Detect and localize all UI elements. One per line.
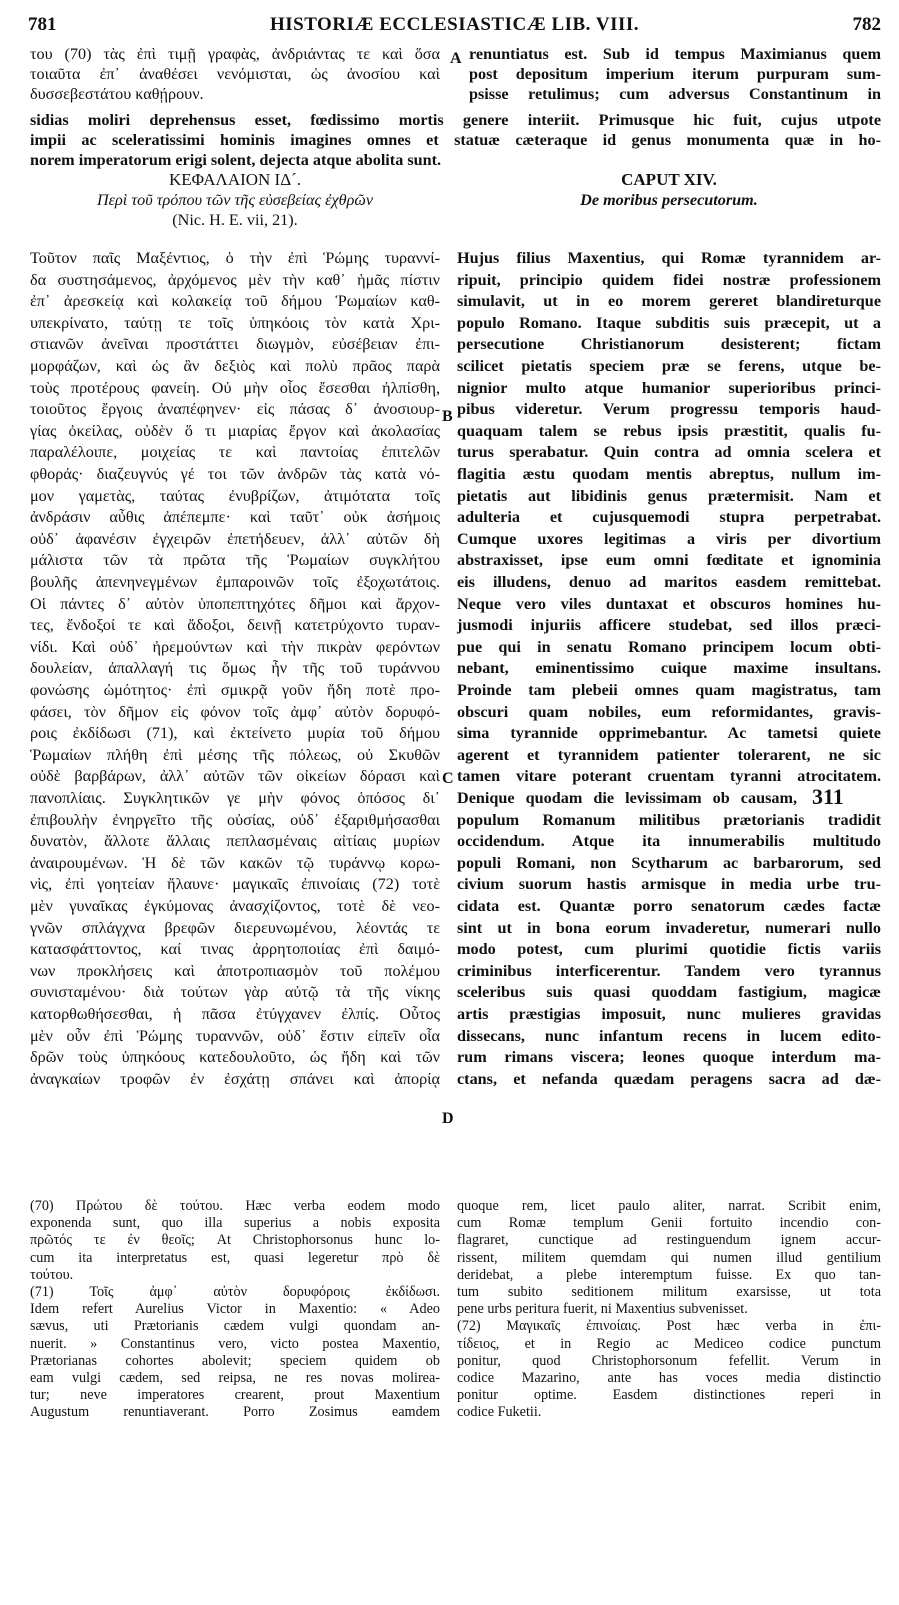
latin-body-line: nignior multo atque humanior superioribus princi- — [457, 379, 881, 397]
greek-body-line: δουλείαν, ἀπαλλαγή τις ὅμως ἦν τῆς τοῦ τυράννου — [30, 659, 440, 677]
greek-body-line: γνῶν σπλάγχνα βρεφῶν διερευνωμένου, λέοντάς τε — [30, 919, 440, 937]
latin-body-line: modo potest, cum plurimi quotidie fictis variis — [457, 940, 881, 958]
footnote-left-line: Idem refert Aurelius Victor in Maxentio: « Adeo — [30, 1301, 440, 1317]
latin-body-line: cidata est. Quantæ porro senatorum cædes factæ — [457, 897, 881, 915]
latin-body-line: populi Romani, non Scytharum ac barbarorum, sed — [457, 854, 881, 872]
greek-body-line: ἐπιβουλὴν ἐνηργεῖτο τῆς οὐσίας, οὐδ᾽ ἐξαριθμήσασθαι — [30, 811, 440, 829]
footnote-left-line: eam vulgi cædem, sed reipsa, ne res novas molirea- — [30, 1370, 440, 1386]
latin-body-line: occidendum. Atque ita innumerabilis multitudo — [457, 832, 881, 850]
greek-body-line: δρῶν τοὺς ὑπηκόους κατεδουλοῦτο, ὡς ἤδη καὶ τῶν — [30, 1048, 440, 1066]
latin-body-line: abstraxisset, ipse eum omni fœditate et ignominia — [457, 551, 881, 569]
greek-body-line: υπεκρίνατο, ταύτῃ τε τοῖς ὑπηκόοις τὸν κατὰ Χρι- — [30, 314, 440, 332]
greek-body-line: οὐδ᾽ ἀφανέσιν ἐγχειρῶν ἐπετήδευεν, ἀλλ᾽ αὐτῶν δὴ — [30, 530, 440, 548]
latin-body-line: quaquam talem se rebus ipsis præstitit, qualis fu- — [457, 422, 881, 440]
greek-body-line: μορφάζων, καὶ ὡς ἂν δεξιὸς καὶ πολὺ πρᾶος παρὰ — [30, 357, 440, 375]
latin-body-line: artis præstigias imposuit, nunc mulieres gravidas — [457, 1005, 881, 1023]
greek-body-line: συνισταμένου· διὰ τούτων γὰρ αὐτῷ τὰ τῆς νίκης — [30, 983, 440, 1001]
greek-body-line: νὶς, ἐπὶ γοητείαν ἤλαυνε· μαγικαῖς ἐπινοίαις (72) τοτὲ — [30, 875, 440, 893]
greek-top-line: του (70) τὰς ἐπὶ τιμῇ γραφὰς, ἀνδριάντας τε καὶ ὅσα — [30, 45, 440, 63]
greek-body-line: οὐδὲ βαρβάρων, ἀλλ᾽ αὐτῶν τῶν οἰκείων δόρασι καὶ — [30, 767, 440, 785]
latin-body-line: scilicet pietatis speciem præ se ferens, utque be- — [457, 357, 881, 375]
latin-body-line: populum Romanum militibus prætorianis tradidit — [457, 811, 881, 829]
footnote-right-line: rissent, militem quemdam qui numen illud gentilium — [457, 1250, 881, 1266]
latin-body-line: flagitia æstu quodam mentis abreptus, nullum im- — [457, 465, 881, 483]
latin-body-line: simulavit, ut in eo morem gereret blandireturque — [457, 292, 881, 310]
latin-body-line: ctans, et nefanda quædam peragens sacra ad dæ- — [457, 1070, 881, 1088]
latin-body-line: persecutione Christianorum desisterent; fictam — [457, 335, 881, 353]
greek-top-line: δυσσεβεστάτου καθῄρουν. — [30, 85, 204, 103]
greek-body-line: στιανῶν ἀνεῖναι προστάττει διωγμὸν, εὐσέβειαν ἐπι- — [30, 335, 440, 353]
greek-reference: (Nic. H. E. vii, 21). — [172, 211, 298, 229]
latin-body-line: pue qui in senatu Romano principem locum obti- — [457, 638, 881, 656]
full-width-line: impii ac sceleratissimi hominis imagines omnes et statuæ cæteraque id genus monumenta quæ in ho- — [30, 131, 881, 149]
greek-body-line: μον γαμετὰς, ταύτας ἐνυβρίζων, ἀτιμότατα τοῖς — [30, 487, 440, 505]
greek-body-line: μάλιστα τῶν τὰ πρῶτα τῆς Ῥωμαίων συγκλήτου — [30, 551, 440, 569]
footnote-left-line: Augustum renuntiaverant. Porro Zosimus eamdem — [30, 1404, 440, 1420]
running-title: HISTORIÆ ECCLESIASTICÆ LIB. VIII. — [269, 14, 639, 35]
greek-body-line: ἀναιρουμένων. Ἡ δὲ τῶν κακῶν τῷ τυράννῳ κορω- — [30, 854, 440, 872]
page-number-right: 782 — [852, 14, 881, 35]
greek-body-line: παραλέλοιπε, μοιχείας τε καὶ παντοίας ἐπιτελῶν — [30, 443, 440, 461]
footnote-right-line: τίδειος, et in Regio ac Mediceo codice punctum — [457, 1336, 881, 1352]
latin-top-line: renuntiatus est. Sub id tempus Maximianus quem — [469, 45, 881, 63]
latin-body-line: sceleribus suis quasi quoddam fastigium, magicæ — [457, 983, 881, 1001]
latin-body-line: sint ut in bona eorum invaderetur, numerari nullo — [457, 919, 881, 937]
footnote-right-line: deridebat, a plebe interemptum fuisse. Ex quo tan- — [457, 1267, 881, 1283]
greek-top-line: τοιαῦτα ἐπ᾽ ἀναθέσει νενόμισται, ὡς ἀνοσίου καὶ — [30, 65, 440, 83]
latin-body-line: nebant, eminentissimo cuique maxime insultans. — [457, 659, 881, 677]
footnote-left-line: πρῶτός τε ἐν θεοῖς; At Christophorsonus hunc lo- — [30, 1232, 440, 1248]
latin-body-line: Hujus filius Maxentius, qui Romæ tyrannidem ar- — [457, 249, 881, 267]
latin-body-line: agerent et tyrannidem patienter tolerarent, ne sic — [457, 746, 881, 764]
greek-body-line: κατασφάττοντος, καί τινας ἀρρητοποιίας ἐπὶ δαιμό- — [30, 940, 440, 958]
greek-chapter-subheading: Περὶ τοῦ τρόπου τῶν τῆς εὐσεβείας ἐχθρῶν — [96, 191, 374, 209]
greek-body-line: ἀνδράσιν αὖθις ἀπέπεμπε· καὶ ταῦτ᾽ οὐκ ἀσήμοις — [30, 508, 440, 526]
footnote-left-line: nuerit. » Constantinus vero, victo postea Maxentio, — [30, 1336, 440, 1352]
latin-body-line: adulteria et cujusquemodi stupra perpetrabat. — [457, 508, 881, 526]
greek-body-line: τοιοῦτος ἔργοις ἀναπέφηνεν· εἰς πάσας δ᾽ ἀνοσιουρ- — [30, 400, 440, 418]
greek-chapter-heading: ΚΕΦΑΛΑΙΟΝ ΙΔ´. — [168, 170, 302, 189]
footnote-left-line: sævus, uti Prætorianis cædem vulgi quondam an- — [30, 1318, 440, 1334]
greek-body-line: Οἱ πάντες δ᾽ αὐτὸν ὑποπεπτηχότες δῆμοι καὶ ἄρχον- — [30, 595, 440, 613]
greek-body-line: τες, ἔνδοξοί τε καὶ ἄδοξοι, δεινῇ κατετρύχοντο τυραν- — [30, 616, 440, 634]
greek-body-line: κατορθωθήσεσθαι, ἡ πᾶσα ἐτύγχανεν ἐλπίς. Οὗτος — [30, 1005, 440, 1023]
margin-letter: C — [442, 770, 454, 787]
margin-letter: B — [442, 408, 453, 425]
greek-body-line: φονώσης ὠμότητος· ἐπὶ σμικρᾷ γοῦν ἤδη ποτὲ προ- — [30, 681, 440, 699]
margin-letter: A — [450, 50, 462, 67]
greek-body-line: βουλῆς ἀπενηνεγμένων ἐμπαροινῶν τοῖς ἐξοχωτάτοις. — [30, 573, 440, 591]
latin-body-line: sima tyrannide opprimebantur. Ac tametsi quiete — [457, 724, 881, 742]
footnote-right-line: codice Fuketii. — [457, 1404, 542, 1420]
greek-body-line: φάσει, τὸν δῆμον εἰς φόνον τοῖς ἀμφ᾽ αὐτὸν δορυφό- — [30, 703, 440, 721]
footnote-left-line: cum ita interpretatus est, quasi legeretur πρὸ δὲ — [30, 1250, 440, 1266]
greek-body-line: δα συστησάμενος, ἀρχόμενος μὲν τὴν καθ᾽ ἡμᾶς πίστιν — [30, 271, 440, 289]
greek-body-line: γίας ὀκείλας, οὐδὲν ὅ τι μιαρίας ἔργον καὶ ἀκολασίας — [30, 422, 440, 440]
footnote-right-line: quoque rem, licet paulo aliter, narrat. Scribit enim, — [457, 1198, 881, 1214]
footnote-left-line: τούτου. — [30, 1267, 74, 1283]
latin-body-line: criminibus interficerentur. Tandem vero tyrannus — [457, 962, 881, 980]
greek-body-line: τοὺς προτέρους φανείη. Οὐ μὴν οἷος ἔσεσθαι ἠλπίσθη, — [30, 379, 440, 397]
footnote-left-line: (71) Τοῖς ἀμφ᾽ αὐτὸν δορυφόροις ἐκδίδωσι. — [30, 1284, 440, 1300]
page-number-left: 781 — [28, 14, 57, 35]
latin-body-line: Proinde tam plebeii omnes quam magistratus, tam — [457, 681, 881, 699]
footnote-left-line: (70) Πρώτου δὲ τούτου. Hæc verba eodem modo — [30, 1198, 440, 1214]
footnote-right-line: flagraret, cunctique ad restinguendum ignem accur- — [457, 1232, 881, 1248]
greek-body-line: φθοράς· διαζευγνύς γέ τοι τῶν ἀνδρῶν τὰς κατὰ νό- — [30, 465, 440, 483]
latin-top-line: post depositum imperium iterum purpuram sum- — [469, 65, 881, 83]
greek-body-line: νων προκλήσεις καὶ ἀποτροπιασμὸν τοῦ πολέμου — [30, 962, 440, 980]
footnote-left-line: tur; neve imperatores crearent, prout Maxentium — [30, 1387, 440, 1403]
footnote-right-line: ponitur, quod Christophorsonum fefellit. Verum in — [457, 1353, 881, 1369]
latin-body-line: pietatis aut libidinis genus prætermisit. Nam et — [457, 487, 881, 505]
greek-body-line: ἐπ᾽ ἀρεσκείᾳ καὶ κολακείᾳ τοῦ δήμου Ῥωμαίων καθ- — [30, 292, 440, 310]
greek-body-line: μὲν οὖν ἐπὶ Ῥώμης τυραννῶν, οὐδ᾽ ἔστιν εἰπεῖν οἷα — [30, 1027, 440, 1045]
latin-body-line: pibus videretur. Verum progressu temporis haud- — [457, 400, 881, 418]
greek-body-line: ροις ἐκδίδωσι (71), καὶ ἐκτείνετο μυρία τοῦ δήμου — [30, 724, 440, 742]
footnote-left-line: Prætorianas cohortes abolevit; speciem quidem ob — [30, 1353, 440, 1369]
footnote-right-line: (72) Μαγικαῖς ἐπινοίαις. Post hæc verba in ἐπι- — [457, 1318, 881, 1334]
latin-body-line: Denique quodam die levissimam ob causam, — [457, 789, 797, 807]
greek-body-line: Ῥωμαίων πλήθη ἐπὶ μέσης τῆς πόλεως, οὐ Σκυθῶν — [30, 746, 440, 764]
latin-chapter-heading: CAPUT XIV. — [621, 170, 717, 189]
greek-body-line: μὲν γυναῖκας ἐγκύμονας ἀνασχίζοντος, τοτὲ δὲ νεο- — [30, 897, 440, 915]
latin-body-line: obscuri quam nobiles, eum reformidantes, gravis- — [457, 703, 881, 721]
latin-body-line: civium suorum hastis armisque in media urbe tru- — [457, 875, 881, 893]
latin-body-line: ripuit, principio quidem fidei nostræ professionem — [457, 271, 881, 289]
greek-body-line: δυνατὸν, ἄλλοτε ἄλλαις πεπλασμέναις αἰτίαις μυρίων — [30, 832, 440, 850]
greek-body-line: πανοπλίαις. Συγκλητικῶν γε μὴν φόνος ὁπόσος δι᾽ — [30, 789, 440, 807]
footnote-right-line: codice Mazarino, ante has voces media distinctio — [457, 1370, 881, 1386]
full-width-line: norem imperatorum erigi solent, dejecta atque abolita sunt. — [30, 151, 442, 169]
latin-body-line: dissecans, nunc infantum recens in lucem edito- — [457, 1027, 881, 1045]
footnote-right-line: tum subito seditionem militum exarsisse, ut tota — [457, 1284, 881, 1300]
greek-body-line: Τοῦτον παῖς Μαξέντιος, ὁ τὴν ἐπὶ Ῥώμης τυραννί- — [30, 249, 440, 267]
latin-body-line: rum rimans viscera; leones quoque interdum ma- — [457, 1048, 881, 1066]
inline-page-number: 311 — [812, 784, 844, 809]
greek-body-line: ἀναγκαίων τροφῶν ἐν ἐσχάτῃ σπάνει καὶ ἀπορίᾳ — [30, 1070, 440, 1088]
footnote-right-line: cum Romæ templum Genii fortuito incendio con- — [457, 1215, 881, 1231]
footnote-right-line: ponitur optime. Easdem distinctiones reperi in — [457, 1387, 881, 1403]
latin-chapter-subheading: De moribus persecutorum. — [580, 191, 758, 209]
latin-body-line: populo Romano. Itaque subditis suis præcepit, ut a — [457, 314, 881, 332]
latin-body-line: Cumque uxores legitimas a viris per divortium — [457, 530, 881, 548]
footnote-left-line: exponenda sunt, quo illa superius a nobis exposita — [30, 1215, 440, 1231]
latin-body-line: Neque vero viles duntaxat et obscuros homines hu- — [457, 595, 881, 613]
page-header — [28, 14, 881, 38]
latin-body-line: turus sperabatur. Quin contra ad omnia scelera et — [457, 443, 881, 461]
greek-body-line: νίδι. Καὶ οὐδ᾽ ἠρεμούντων καὶ τὴν πικρὰν φερόντων — [30, 638, 440, 656]
latin-body-line: jusmodi injuriis afficere studebat, sed illos præci- — [457, 616, 881, 634]
latin-body-line: eis illudens, denuo ad maritos easdem remittebat. — [457, 573, 881, 591]
footnote-right-line: pene urbs peritura fuerit, ni Maxentius subvenisset. — [457, 1301, 748, 1317]
latin-top-line: psisse retulimus; cum adversus Constantinum in — [469, 85, 881, 103]
margin-letter: D — [442, 1110, 454, 1127]
full-width-line: sidias moliri deprehensus esset, fœdissimo mortis genere interiit. Primusque hic fuit, cujus utpote — [30, 111, 881, 129]
latin-body-line: tamen vitare poterant cruentam tyranni atrocitatem. — [457, 767, 881, 785]
